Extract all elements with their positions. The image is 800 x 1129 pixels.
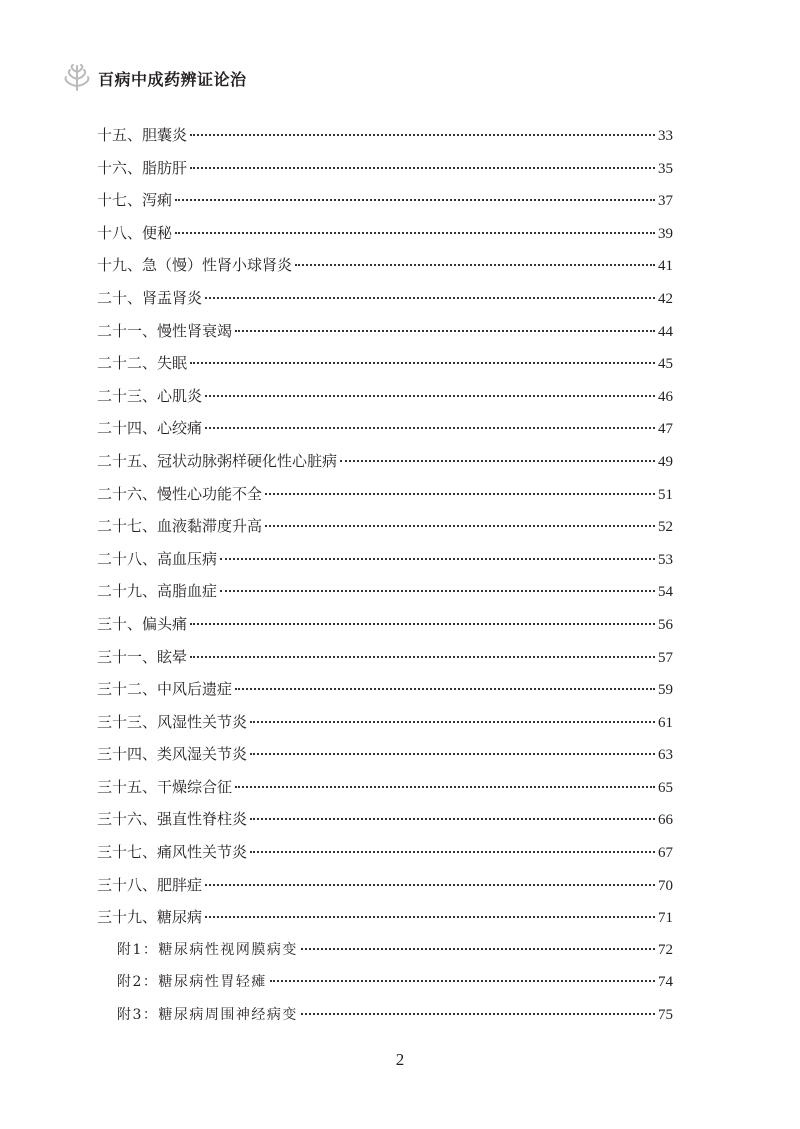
toc-entry[interactable] bbox=[97, 287, 673, 320]
toc-entry-page: 44 bbox=[658, 323, 673, 340]
dot-leader bbox=[190, 362, 655, 364]
toc-entry-title: 十五、胆囊炎 bbox=[97, 126, 188, 144]
toc-entry-page: 37 bbox=[658, 193, 673, 210]
dot-leader bbox=[295, 264, 655, 266]
toc-entry-page: 75 bbox=[658, 1007, 673, 1024]
toc-entry[interactable] bbox=[97, 939, 673, 972]
toc-entry-page: 39 bbox=[658, 225, 673, 242]
toc-entry-page: 70 bbox=[658, 877, 673, 894]
toc-entry-page: 47 bbox=[658, 421, 673, 438]
dot-leader bbox=[175, 199, 655, 201]
toc-entry-title: 二十八、高血压病 bbox=[97, 549, 218, 568]
dot-leader bbox=[205, 297, 655, 299]
toc-entry-title: 二十四、心绞痛 bbox=[97, 419, 203, 438]
toc-entry-title: 三十一、眩晕 bbox=[97, 647, 188, 666]
toc-entry[interactable] bbox=[97, 971, 673, 1004]
dot-leader bbox=[250, 818, 655, 820]
toc-entry-page: 35 bbox=[658, 160, 673, 177]
toc-entry-title: 三十六、强直性脊柱炎 bbox=[97, 810, 248, 829]
toc-entry-title: 十九、急（慢）性肾小球肾炎 bbox=[97, 256, 293, 275]
toc-entry-title: 二十九、高脂血症 bbox=[97, 582, 218, 601]
toc-entry-title: 二十一、慢性肾衰竭 bbox=[97, 321, 233, 340]
toc-entry-title: 三十五、干燥综合征 bbox=[97, 777, 233, 796]
toc-entry-page: 59 bbox=[658, 682, 673, 699]
toc-entry-title: 三十七、痛风性关节炎 bbox=[97, 843, 248, 862]
toc-entry[interactable] bbox=[97, 776, 673, 809]
toc-entry[interactable] bbox=[97, 743, 673, 776]
toc-entry-page: 42 bbox=[658, 290, 673, 307]
toc-entry[interactable] bbox=[97, 450, 673, 483]
toc-entry-title: 十八、便秘 bbox=[97, 223, 173, 242]
page-number: 2 bbox=[395, 1050, 405, 1069]
toc-entry-page: 54 bbox=[658, 584, 673, 601]
dot-leader bbox=[265, 493, 655, 495]
dot-leader bbox=[205, 427, 655, 429]
toc-entry-page: 41 bbox=[658, 258, 673, 275]
toc-entry-page: 72 bbox=[658, 941, 673, 958]
toc-entry-page: 57 bbox=[658, 649, 673, 666]
dot-leader bbox=[205, 395, 655, 397]
dot-leader bbox=[235, 330, 655, 332]
dot-leader bbox=[235, 786, 655, 788]
dot-leader bbox=[265, 525, 655, 527]
dot-leader bbox=[190, 134, 655, 136]
dot-leader bbox=[205, 916, 655, 918]
toc-entry-title: 十六、脂肪肝 bbox=[97, 158, 188, 177]
toc-entry-title: 三十九、糖尿病 bbox=[97, 908, 203, 927]
toc-entry[interactable] bbox=[97, 548, 673, 581]
toc-entry[interactable] bbox=[97, 906, 673, 939]
toc-entry[interactable] bbox=[97, 1004, 673, 1037]
toc-entry[interactable] bbox=[97, 385, 673, 418]
toc-entry[interactable] bbox=[97, 254, 673, 287]
toc-entry-title: 附1：糖尿病性视网膜病变 bbox=[117, 941, 298, 958]
toc-entry[interactable] bbox=[97, 711, 673, 744]
toc-entry-title: 二十五、冠状动脉粥样硬化性心脏病 bbox=[97, 451, 338, 470]
dot-leader bbox=[270, 980, 655, 982]
running-header bbox=[62, 64, 247, 92]
dot-leader bbox=[340, 460, 655, 462]
toc-entry-page: 67 bbox=[658, 845, 673, 862]
toc-entry-page: 74 bbox=[658, 974, 673, 991]
toc-entry[interactable] bbox=[97, 320, 673, 353]
dot-leader bbox=[250, 721, 655, 723]
toc-entry-page: 51 bbox=[658, 486, 673, 503]
book-title: 百病中成药辨证论治 bbox=[98, 69, 247, 89]
toc-entry-title: 三十三、风湿性关节炎 bbox=[97, 712, 248, 731]
toc-entry-title: 十七、泻痢 bbox=[97, 191, 173, 210]
dot-leader bbox=[220, 558, 655, 560]
toc-entry-page: 66 bbox=[658, 812, 673, 829]
toc-entry-page: 52 bbox=[658, 519, 673, 536]
toc-entry[interactable] bbox=[97, 874, 673, 907]
toc-entry-title: 三十、偏头痛 bbox=[97, 614, 188, 633]
toc-entry-title: 二十七、血液黏滞度升高 bbox=[97, 517, 263, 536]
toc-entry-title: 二十、肾盂肾炎 bbox=[97, 288, 203, 307]
dot-leader bbox=[250, 851, 655, 853]
toc-entry-title: 三十八、肥胖症 bbox=[97, 875, 203, 894]
dot-leader bbox=[190, 623, 655, 625]
toc-entry[interactable] bbox=[97, 808, 673, 841]
toc-entry[interactable] bbox=[97, 189, 673, 222]
toc-entry-page: 61 bbox=[658, 714, 673, 731]
toc-entry[interactable] bbox=[97, 841, 673, 874]
toc-entry[interactable] bbox=[97, 678, 673, 711]
toc-entry-title: 二十二、失眠 bbox=[97, 354, 188, 373]
toc-entry-title: 附2：糖尿病性胃轻瘫 bbox=[117, 974, 267, 991]
dot-leader bbox=[250, 753, 655, 755]
toc-entry[interactable] bbox=[97, 157, 673, 190]
dot-leader bbox=[235, 688, 655, 690]
toc-entry-title: 三十四、类风湿关节炎 bbox=[97, 745, 248, 764]
toc-entry[interactable] bbox=[97, 646, 673, 679]
toc-entry-page: 56 bbox=[658, 616, 673, 633]
toc-entry-title: 二十六、慢性心功能不全 bbox=[97, 484, 263, 503]
toc-entry-title: 附3：糖尿病周围神经病变 bbox=[117, 1007, 298, 1024]
toc-entry-page: 46 bbox=[658, 388, 673, 405]
toc-entry-page: 65 bbox=[658, 779, 673, 796]
toc-entry[interactable] bbox=[97, 417, 673, 450]
decorative-logo-icon bbox=[62, 64, 92, 92]
toc-entry-page: 71 bbox=[658, 910, 673, 927]
toc-entry-title: 三十二、中风后遗症 bbox=[97, 680, 233, 699]
table-of-contents bbox=[97, 124, 673, 1037]
toc-entry-page: 63 bbox=[658, 747, 673, 764]
dot-leader bbox=[301, 1013, 655, 1015]
toc-entry[interactable] bbox=[97, 124, 673, 157]
toc-entry[interactable] bbox=[97, 222, 673, 255]
dot-leader bbox=[175, 232, 655, 234]
toc-entry-page: 53 bbox=[658, 551, 673, 568]
toc-entry-page: 45 bbox=[658, 356, 673, 373]
toc-entry[interactable] bbox=[97, 483, 673, 516]
dot-leader bbox=[220, 590, 655, 592]
dot-leader bbox=[190, 656, 655, 658]
toc-entry-title: 二十三、心肌炎 bbox=[97, 386, 203, 405]
dot-leader bbox=[205, 884, 655, 886]
toc-entry[interactable] bbox=[97, 515, 673, 548]
dot-leader bbox=[301, 948, 655, 950]
toc-entry[interactable] bbox=[97, 613, 673, 646]
dot-leader bbox=[190, 167, 655, 169]
toc-entry[interactable] bbox=[97, 580, 673, 613]
toc-entry-page: 33 bbox=[658, 128, 673, 144]
toc-entry-page: 49 bbox=[658, 453, 673, 470]
toc-entry[interactable] bbox=[97, 352, 673, 385]
